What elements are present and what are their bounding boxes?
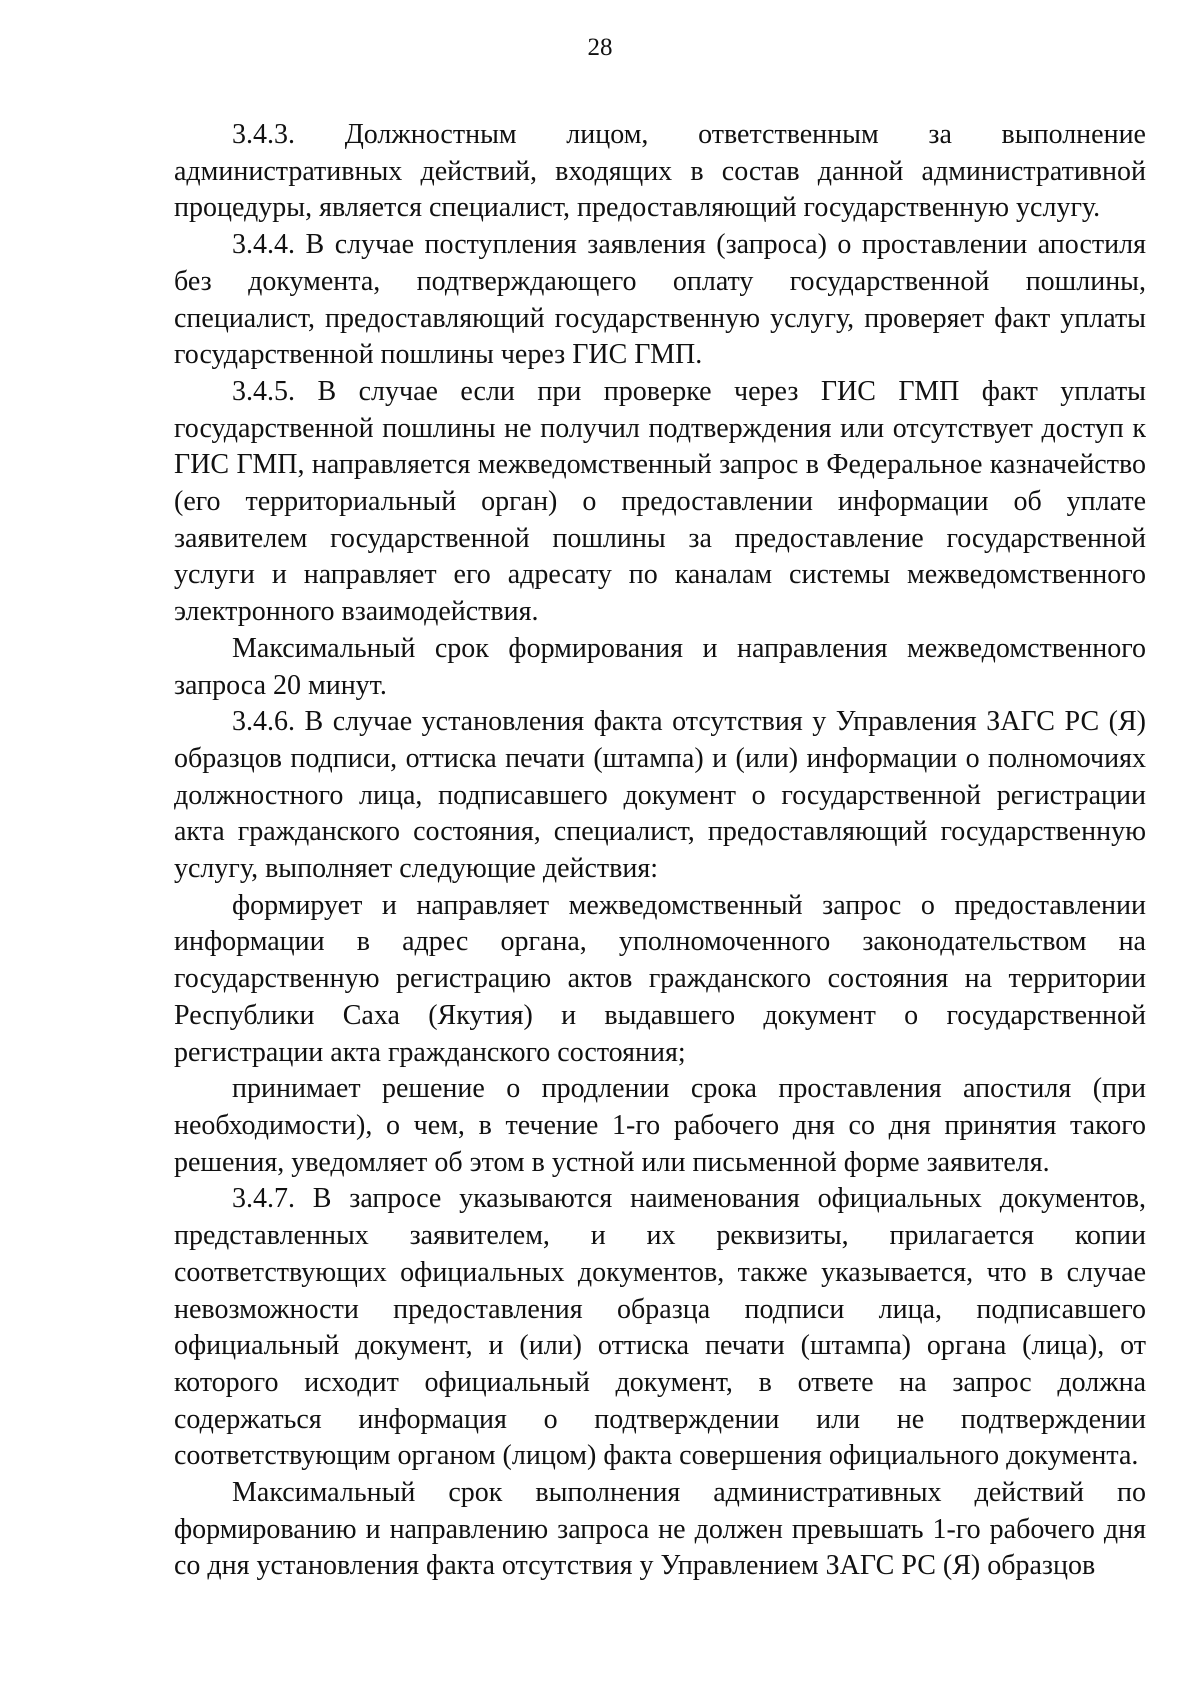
- paragraph-3-4-3: 3.4.3. Должностным лицом, ответственным за выполнение административных действий, входящих в состав данной административной процедуры, является специалист, предоставляющий государственную услугу.: [174, 119, 1146, 224]
- paragraph-max-term-request: Максимальный срок формирования и направления межведомственного запроса 20 минут.: [174, 632, 1146, 701]
- paragraph-extends-term: принимает решение о продлении срока проставления апостиля (при необходимости), о чем, в течение 1-го рабочего дня со дня принятия такого решения, уведомляет об этом в устной или письменной форме заявителя.: [174, 1073, 1146, 1178]
- paragraph-3-4-4: 3.4.4. В случае поступления заявления (запроса) о проставлении апостиля без документа, подтверждающего оплату государственной пошлины, специалист, предоставляющий государственную услугу, проверяет факт уплаты государственной пошлины через ГИС ГМП.: [174, 229, 1146, 371]
- paragraph-forms-request: формирует и направляет межведомственный запрос о предоставлении информации в адрес органа, уполномоченного законодательством на государственную регистрацию актов гражданского состояния на территории Республики Саха (Якутия) и выдавшего документ о государственной регистрации акта гражданского состояния;: [174, 889, 1146, 1068]
- paragraph-3-4-7: 3.4.7. В запросе указываются наименования официальных документов, представленных заявителем, и их реквизиты, прилагается копии соответствующих официальных документов, также указывается, что в случае невозможности предоставления образца подписи лица, подписавшего официальный документ, и (или) оттиска печати (штампа) органа (лица), от которого исходит официальный документ, в ответе на запрос должна содержаться информация о подтверждении или не подтверждении соответствующим органом (лицом) факта совершения официального документа.: [174, 1183, 1146, 1472]
- page-number: 28: [587, 34, 613, 61]
- document-body: [174, 117, 1146, 1585]
- paragraph-3-4-5: 3.4.5. В случае если при проверке через ГИС ГМП факт уплаты государственной пошлины не получил подтверждения или отсутствует доступ к ГИС ГМП, направляется межведомственный запрос в Федеральное казначейство (его территориальный орган) о предоставлении информации об уплате заявителем государственной пошлины за предоставление государственной услуги и направляет его адресату по каналам системы межведомственного электронного взаимодействия.: [174, 375, 1146, 628]
- paragraph-3-4-6: 3.4.6. В случае установления факта отсутствия у Управления ЗАГС РС (Я) образцов подписи, оттиска печати (штампа) и (или) информации о полномочиях должностного лица, подписавшего документ о государственной регистрации акта гражданского состояния, специалист, предоставляющий государственную услугу, выполняет следующие действия:: [174, 706, 1146, 885]
- paragraph-max-term-actions: Максимальный срок выполнения административных действий по формированию и направлению запроса не должен превышать 1-го рабочего дня со дня установления факта отсутствия у Управлением ЗАГС РС (Я) образцов: [174, 1477, 1146, 1582]
